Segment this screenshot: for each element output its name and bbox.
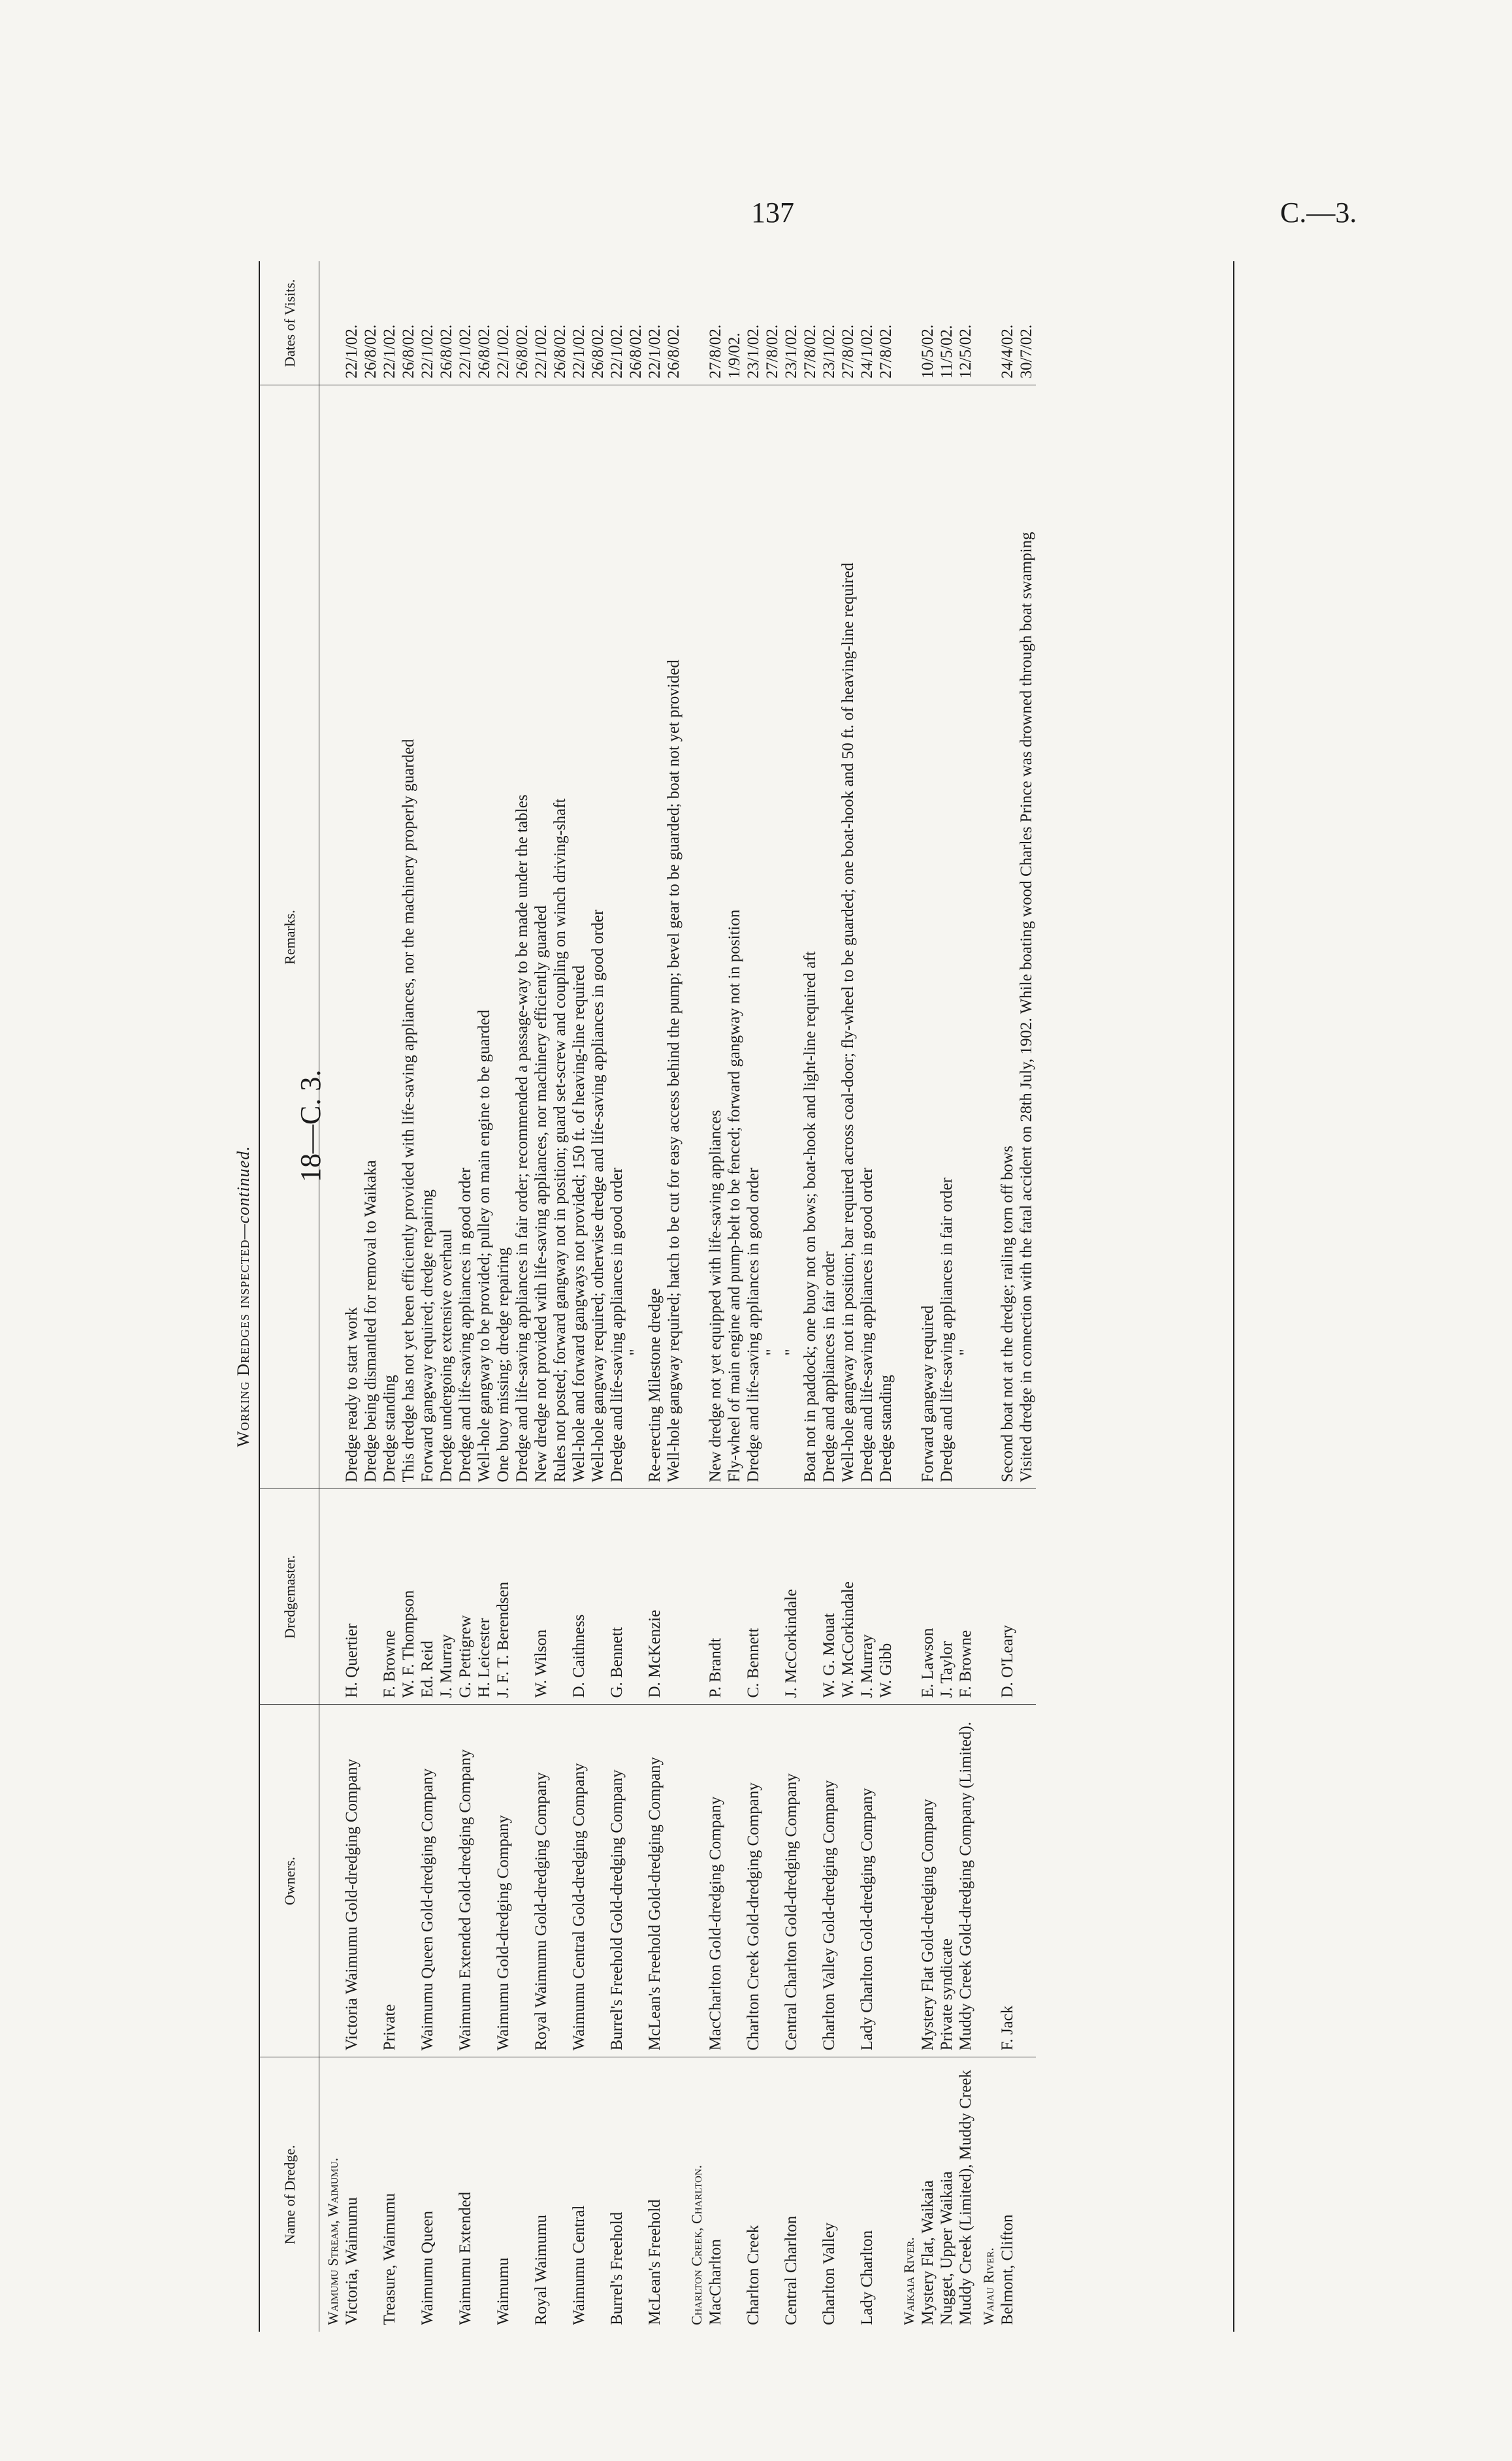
cell-owner: Waimumu Queen Gold-dredging Company [418,1705,437,2057]
cell-remarks: Well-hole gangway required; hatch to be cut for easy access behind the pump; bevel gear to be guarded; boat not yet provided [664,385,683,1489]
cell-date: 12/5/02. [956,261,975,385]
cell-owner [437,1705,456,2057]
cell-name [839,2057,858,2332]
cell-date: 26/8/02. [513,261,532,385]
cell-name: Muddy Creek (Limited), Muddy Creek [957,2070,974,2325]
cell-date: 26/8/02. [551,261,570,385]
cell-owner: Mystery Flat Gold-dredging Company [918,1705,937,2057]
cell-remarks: " [763,385,782,1489]
cell-name: Charlton Valley [820,2222,838,2325]
cell-dredgemaster: W. Wilson [532,1489,551,1705]
header-name: Name of Dredge. [260,2057,319,2332]
table-row [607,261,626,2332]
table-row [551,261,570,2332]
cell-name: Charlton Creek [745,2225,762,2325]
cell-owner: Lady Charlton Gold-dredging Company [858,1705,877,2057]
table-row [399,261,418,2332]
cell-owner: McLean's Freehold Gold-dredging Company [645,1705,664,2057]
cell-remarks: Re-erecting Milestone dredge [645,385,664,1489]
cell-dredgemaster: F. Browne [380,1489,399,1705]
cell-name [361,2057,380,2332]
cell-remarks: Well-hole gangway to be provided; pulley on main engine to be guarded [475,385,494,1489]
cell-name: Treasure, Waimumu [381,2193,398,2325]
cell-owner [725,1705,744,2057]
cell-dredgemaster [801,1489,820,1705]
cell-date: 27/8/02. [877,261,895,385]
cell-remarks: Dredge and appliances in fair order [820,385,839,1489]
cell-owner [763,1705,782,2057]
table-row [858,261,877,2332]
cell-remarks: " [782,385,801,1489]
cell-name: Belmont, Clifton [999,2214,1016,2325]
cell-dredgemaster [588,1489,607,1705]
empty-cell [975,1705,998,2057]
cell-owner [513,1705,532,2057]
empty-cell [683,1489,706,1705]
cell-dredgemaster: H. Leicester [475,1489,494,1705]
empty-cell [319,1489,343,1705]
table-frame [259,261,1234,2332]
section-row [683,261,706,2332]
table-row [532,261,551,2332]
cell-date: 10/5/02. [918,261,937,385]
empty-cell [319,1705,343,2057]
signature-mark: 18—C. 3. [295,1069,327,1182]
cell-name: Mystery Flat, Waikaia [919,2180,937,2325]
table-row [801,261,820,2332]
cell-name: MacCharlton [707,2239,724,2325]
cell-date: 27/8/02. [839,261,858,385]
table-row [418,261,437,2332]
cell-name: Waimumu Extended [457,2191,474,2325]
cell-dredgemaster [763,1489,782,1705]
cell-dredgemaster: J. Taylor [937,1489,956,1705]
cell-remarks: Dredge undergoing extensive overhaul [437,385,456,1489]
cell-remarks: Rules not posted; forward gangway not in position; guard set-screw and coupling on winch driving-shaft [551,385,570,1489]
cell-remarks: Forward gangway required [918,385,937,1489]
table-row [744,261,763,2332]
cell-name: Victoria, Waimumu [343,2197,361,2325]
cell-owner [1017,1705,1036,2057]
cell-date: 22/1/02. [456,261,475,385]
cell-dredgemaster: C. Bennett [744,1489,763,1705]
empty-cell [975,261,998,385]
cell-date: 26/8/02. [475,261,494,385]
table-row [937,261,956,2332]
cell-name [664,2057,683,2332]
cell-dredgemaster: J. Murray [858,1489,877,1705]
table-row [342,261,361,2332]
cell-owner [551,1705,570,2057]
cell-dredgemaster: J. Murray [437,1489,456,1705]
cell-date: 26/8/02. [626,261,645,385]
table-row [706,261,725,2332]
rotated-table-block [229,261,1247,2332]
cell-remarks: Well-hole gangway required; otherwise dredge and life-saving appliances in good order [588,385,607,1489]
cell-dredgemaster [361,1489,380,1705]
section-row [319,261,343,2332]
cell-name [626,2057,645,2332]
header-remarks: Remarks. [260,385,319,1489]
cell-owner [839,1705,858,2057]
cell-owner [877,1705,895,2057]
empty-cell [895,1489,918,1705]
cell-date: 23/1/02. [820,261,839,385]
cell-name: Royal Waimumu [532,2214,550,2325]
cell-name [475,2057,494,2332]
cell-date: 23/1/02. [782,261,801,385]
cell-name [725,2057,744,2332]
cell-owner: Waimumu Extended Gold-dredging Company [456,1705,475,2057]
cell-dredgemaster: G. Pettigrew [456,1489,475,1705]
cell-dredgemaster: G. Bennett [607,1489,626,1705]
table-row [763,261,782,2332]
table-row [380,261,399,2332]
cell-remarks: This dredge has not yet been efficiently provided with life-saving appliances, nor the machinery properly guarded [399,385,418,1489]
section-row [895,261,918,2332]
empty-cell [683,385,706,1489]
cell-date: 22/1/02. [494,261,513,385]
table-row [877,261,895,2332]
cell-owner: Victoria Waimumu Gold-dredging Company [342,1705,361,2057]
cell-remarks: Dredge and life-saving appliances in good order [744,385,763,1489]
cell-remarks: Dredge standing [380,385,399,1489]
cell-remarks: One buoy missing; dredge repairing [494,385,513,1489]
table-row [725,261,744,2332]
cell-dredgemaster: F. Browne [956,1489,975,1705]
section-heading: Waimumu Stream, Waimumu. [325,2157,341,2325]
empty-cell [975,385,998,1489]
cell-owner [588,1705,607,2057]
empty-cell [895,1705,918,2057]
cell-remarks: " [626,385,645,1489]
cell-date: 22/1/02. [570,261,588,385]
cell-owner: Charlton Valley Gold-dredging Company [820,1705,839,2057]
cell-dredgemaster: D. McKenzie [645,1489,664,1705]
cell-dredgemaster: H. Quertier [342,1489,361,1705]
cell-dredgemaster [1017,1489,1036,1705]
cell-dredgemaster [513,1489,532,1705]
cell-dredgemaster: W. Gibb [877,1489,895,1705]
table-row [782,261,801,2332]
cell-remarks: Dredge standing [877,385,895,1489]
cell-dredgemaster: E. Lawson [918,1489,937,1705]
cell-dredgemaster [664,1489,683,1705]
empty-cell [895,385,918,1489]
table-row [1017,261,1036,2332]
cell-date: 23/1/02. [744,261,763,385]
page-number: 137 [751,197,794,229]
cell-name: Central Charlton [782,2215,800,2325]
cell-remarks: Dredge ready to start work [342,385,361,1489]
cell-remarks: Dredge and life-saving appliances in good order [858,385,877,1489]
header-dredgemaster: Dredgemaster. [260,1489,319,1705]
cell-remarks: Forward gangway required; dredge repairing [418,385,437,1489]
cell-owner [475,1705,494,2057]
cell-date: 27/8/02. [763,261,782,385]
cell-date: 27/8/02. [706,261,725,385]
cell-dredgemaster [725,1489,744,1705]
section-heading: Waikaia River. [901,2237,917,2325]
section-row [975,261,998,2332]
table-row [361,261,380,2332]
cell-name [877,2057,895,2332]
empty-cell [895,261,918,385]
cell-name [588,2057,607,2332]
cell-name: Lady Charlton [858,2230,876,2325]
table-title-suffix: —continued. [234,1146,253,1240]
cell-owner [361,1705,380,2057]
cell-dredgemaster: D. Caithness [570,1489,588,1705]
cell-date: 22/1/02. [532,261,551,385]
cell-name: Nugget, Upper Waikaia [938,2171,956,2325]
table-row [839,261,858,2332]
cell-owner [626,1705,645,2057]
table-row [956,261,975,2332]
cell-name [513,2057,532,2332]
cell-owner [664,1705,683,2057]
cell-owner: Central Charlton Gold-dredging Company [782,1705,801,2057]
cell-date: 22/1/02. [607,261,626,385]
table-row [664,261,683,2332]
empty-cell [683,1705,706,2057]
cell-dredgemaster: W. McCorkindale [839,1489,858,1705]
cell-dredgemaster: Ed. Reid [418,1489,437,1705]
table-row [626,261,645,2332]
cell-owner [399,1705,418,2057]
cell-owner: Private syndicate [937,1705,956,2057]
cell-remarks: Fly-wheel of main engine and pump-belt to be fenced; forward gangway not in position [725,385,744,1489]
table-title-main: Working Dredges inspected [234,1239,253,1447]
cell-remarks: Dredge and life-saving appliances in fair order; recommended a passage-way to be made under the tables [513,385,532,1489]
cell-dredgemaster: W. G. Mouat [820,1489,839,1705]
cell-owner: Private [380,1705,399,2057]
table-row [456,261,475,2332]
cell-date: 11/5/02. [937,261,956,385]
page-code: C.—3. [1280,197,1357,229]
cell-remarks: New dredge not yet equipped with life-saving appliances [706,385,725,1489]
header-row [260,261,319,2332]
cell-remarks: " [956,385,975,1489]
cell-remarks: Well-hole gangway not in position; bar required across coal-door; fly-wheel to be guarded; one boat-hook and 50 ft. of heaving-line required [839,385,858,1489]
cell-owner: Waimumu Central Gold-dredging Company [570,1705,588,2057]
cell-date: 22/1/02. [418,261,437,385]
cell-owner: Muddy Creek Gold-dredging Company (Limited). [956,1705,975,2057]
cell-remarks: New dredge not provided with life-saving appliances, nor machinery efficiently guarded [532,385,551,1489]
cell-name [399,2057,418,2332]
cell-owner: MacCharlton Gold-dredging Company [706,1705,725,2057]
cell-dredgemaster: J. McCorkindale [782,1489,801,1705]
cell-date: 24/4/02. [998,261,1017,385]
cell-owner: Waimumu Gold-dredging Company [494,1705,513,2057]
table-title [229,261,259,2332]
cell-dredgemaster: J. F. T. Berendsen [494,1489,513,1705]
cell-dredgemaster: W. F. Thompson [399,1489,418,1705]
cell-remarks: Visited dredge in connection with the fatal accident on 28th July, 1902. While boating wood Charles Prince was drowned through boat swamping [1017,385,1036,1489]
cell-remarks: Second boat not at the dredge; railing torn off bows [998,385,1017,1489]
cell-owner [801,1705,820,2057]
header-dates: Dates of Visits. [260,261,319,385]
empty-cell [975,1489,998,1705]
cell-dredgemaster: P. Brandt [706,1489,725,1705]
section-heading: Waiau River. [980,2247,997,2325]
cell-remarks: Dredge and life-saving appliances in fair order [937,385,956,1489]
cell-date: 26/8/02. [361,261,380,385]
cell-name: McLean's Freehold [646,2199,664,2325]
cell-remarks: Boat not in paddock; one buoy not on bows; boat-hook and light-line required aft [801,385,820,1489]
table-body [319,261,1037,2332]
cell-date: 26/8/02. [588,261,607,385]
cell-name: Waimumu Central [570,2205,588,2325]
cell-owner: F. Jack [998,1705,1017,2057]
cell-name: Waimumu Queen [419,2210,436,2325]
table-row [645,261,664,2332]
empty-cell [683,261,706,385]
empty-cell [319,261,343,385]
cell-dredgemaster [551,1489,570,1705]
cell-owner: Burrel's Freehold Gold-dredging Company [607,1705,626,2057]
cell-remarks: Dredge and life-saving appliances in good order [607,385,626,1489]
cell-date: 1/9/02. [725,261,744,385]
cell-remarks: Dredge and life-saving appliances in good order [456,385,475,1489]
cell-date: 22/1/02. [645,261,664,385]
header-owners: Owners. [260,1705,319,2057]
table-row [820,261,839,2332]
cell-date: 26/8/02. [399,261,418,385]
cell-owner: Charlton Creek Gold-dredging Company [744,1705,763,2057]
cell-date: 22/1/02. [380,261,399,385]
cell-date: 22/1/02. [342,261,361,385]
cell-date: 24/1/02. [858,261,877,385]
cell-remarks: Dredge being dismantled for removal to Waikaka [361,385,380,1489]
table-row [570,261,588,2332]
table-row [513,261,532,2332]
table-row [437,261,456,2332]
cell-date: 27/8/02. [801,261,820,385]
cell-dredgemaster [626,1489,645,1705]
table-row [494,261,513,2332]
cell-name [551,2057,570,2332]
table-row [918,261,937,2332]
cell-name [801,2057,820,2332]
empty-cell [319,385,343,1489]
cell-name: Waimumu [494,2257,512,2325]
table-row [588,261,607,2332]
table-row [998,261,1017,2332]
dredges-table [260,261,1036,2332]
table-row [475,261,494,2332]
cell-date: 30/7/02. [1017,261,1036,385]
cell-date: 26/8/02. [664,261,683,385]
cell-name: Burrel's Freehold [608,2212,626,2325]
section-heading: Charlton Creek, Charlton. [688,2164,705,2325]
cell-name [763,2057,782,2332]
cell-remarks: Well-hole and forward gangways not provided; 150 ft. of heaving-line required [570,385,588,1489]
cell-date: 26/8/02. [437,261,456,385]
cell-owner: Royal Waimumu Gold-dredging Company [532,1705,551,2057]
cell-name [1017,2057,1036,2332]
cell-name [437,2057,456,2332]
cell-dredgemaster: D. O'Leary [998,1489,1017,1705]
